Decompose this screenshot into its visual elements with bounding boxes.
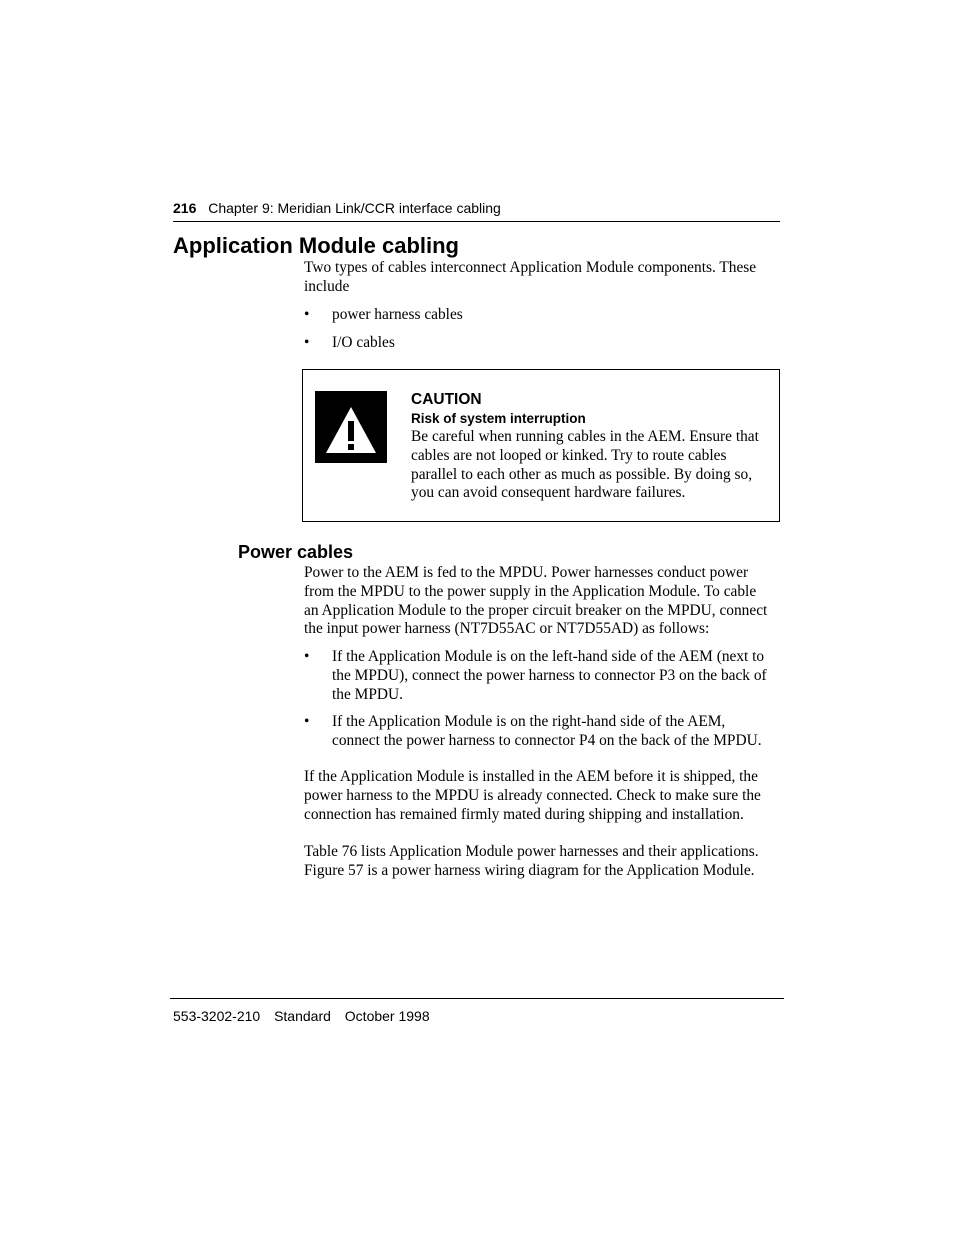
page-footer <box>173 1007 440 1025</box>
caution-box <box>302 369 780 522</box>
list-item-text <box>332 713 780 751</box>
caution-line: Be careful when running cables in the AEM. Ensure that <box>411 428 759 445</box>
warning-exclamation-icon <box>315 391 387 463</box>
document-status: Standard <box>274 1008 331 1024</box>
text-line: an Application Module to the proper circuit breaker on the MPDU, connect <box>304 601 768 619</box>
power-paragraph-3 <box>304 843 780 881</box>
chapter-title: Chapter 9: Meridian Link/CCR interface cabling <box>208 200 501 216</box>
caution-subtitle: Risk of system interruption <box>411 411 586 426</box>
intro-paragraph: Two types of cables interconnect Application Module components. These include <box>304 259 757 295</box>
text-line: connection has remained firmly mated during shipping and installation. <box>304 805 744 823</box>
caution-content <box>411 390 771 503</box>
text-line: If the Application Module is on the left-hand side of the AEM (next to <box>332 648 765 665</box>
text-line: If the Application Module is installed in the AEM before it is shipped, the <box>304 768 758 785</box>
list-item-text: I/O cables <box>332 334 395 351</box>
bullet-icon: • <box>304 713 310 730</box>
footer-divider <box>170 998 784 999</box>
text-line: connect the power harness to connector P4 on the back of the MPDU. <box>332 731 762 749</box>
text-line: Table 76 lists Application Module power harnesses and their applications. <box>304 843 759 860</box>
text-line: the MPDU. <box>332 685 403 703</box>
power-paragraph-2 <box>304 768 780 824</box>
text-line: Figure 57 is a power harness wiring diagram for the Application Module. <box>304 861 755 879</box>
caution-body <box>411 428 771 503</box>
text-line: the MPDU), connect the power harness to connector P3 on the back of <box>332 666 767 684</box>
section-title: Application Module cabling <box>173 233 459 258</box>
page-number: 216 <box>173 200 197 216</box>
document-number: 553-3202-210 <box>173 1008 261 1024</box>
page-header <box>173 199 779 217</box>
list-item-text: power harness cables <box>332 306 463 323</box>
caution-title: CAUTION <box>411 391 482 408</box>
text-line: power harness to the MPDU is already connected. Check to make sure the <box>304 786 761 804</box>
text-line: Power to the AEM is fed to the MPDU. Power harnesses conduct power <box>304 564 749 581</box>
power-paragraph-1 <box>304 564 780 639</box>
text-line: from the MPDU to the power supply in the Application Module. To cable <box>304 582 757 600</box>
caution-line: you can avoid consequent hardware failures. <box>411 484 686 502</box>
document-date: October 1998 <box>344 1008 430 1024</box>
caution-line: parallel to each other as much as possible. By doing so, <box>411 465 753 483</box>
bullet-icon: • <box>304 306 310 323</box>
text-line: If the Application Module is on the right-hand side of the AEM, <box>332 713 726 730</box>
caution-line: cables are not looped or kinked. Try to route cables <box>411 446 727 464</box>
bullet-icon: • <box>304 648 310 665</box>
header-divider <box>173 221 780 222</box>
list-item-text <box>332 648 780 704</box>
subsection-title: Power cables <box>238 542 354 562</box>
text-line: the input power harness (NT7D55AC or NT7D55AD) as follows: <box>304 620 710 638</box>
bullet-icon: • <box>304 334 310 351</box>
